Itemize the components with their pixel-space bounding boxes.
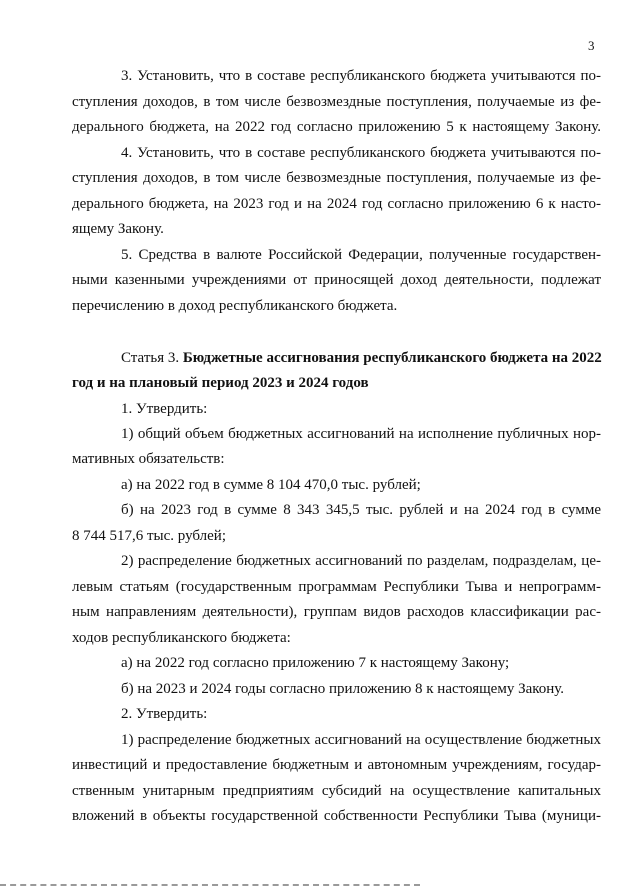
text-line: ственным унитарным предприятиям субсидий на осуществление капитальных xyxy=(72,783,601,799)
text-line: ходов республиканского бюджета: xyxy=(72,630,291,646)
text-line: ступления доходов, в том числе безвозмездные поступления, получаемые из фе- xyxy=(72,94,601,110)
scan-edge-divider xyxy=(0,884,420,886)
text-line: ступления доходов, в том числе безвозмездные поступления, получаемые из фе- xyxy=(72,170,601,186)
text-line: 5. Средства в валюте Российской Федерации, полученные государствен- xyxy=(121,247,601,263)
text-line: дерального бюджета, на 2022 год согласно приложению 5 к настоящему Закону. xyxy=(72,119,601,135)
text-line: левым статьям (государственным программам Республики Тыва и непрограмм- xyxy=(72,579,601,595)
text-line: 1) распределение бюджетных ассигнований на осуществление бюджетных xyxy=(121,732,601,748)
text-line: ными казенными учреждениями от приносящей доход деятельности, подлежат xyxy=(72,272,601,288)
article-title: Бюджетные ассигнования республиканского бюджета на 2022 xyxy=(182,350,602,366)
text-line: б) на 2023 год в сумме 8 343 345,5 тыс. рублей и на 2024 год в сумме xyxy=(121,502,601,518)
article-label: Статья 3. xyxy=(121,350,183,366)
page-number: 3 xyxy=(588,38,595,53)
text-line: инвестиций и предоставление бюджетным и автономным учреждениям, государ- xyxy=(72,757,601,773)
text-line: б) на 2023 и 2024 годы согласно приложению 8 к настоящему Закону. xyxy=(121,681,565,697)
text-line: 2) распределение бюджетных ассигнований по разделам, подразделам, це- xyxy=(121,553,601,569)
text-line: 8 744 517,6 тыс. рублей; xyxy=(72,528,226,544)
article-title-continued: год и на плановый период 2023 и 2024 годов xyxy=(72,375,369,391)
text-line: ным направлениям деятельности), группам видов расходов классификации рас- xyxy=(72,604,601,620)
text-line: мативных обязательств: xyxy=(72,451,225,467)
text-line: перечислению в доход республиканского бюджета. xyxy=(72,298,398,314)
text-line: а) на 2022 год согласно приложению 7 к настоящему Закону; xyxy=(121,655,510,671)
text-line: а) на 2022 год в сумме 8 104 470,0 тыс. рублей; xyxy=(121,477,421,493)
text-line: 1) общий объем бюджетных ассигнований на исполнение публичных нор- xyxy=(121,426,601,442)
text-line: дерального бюджета, на 2023 год и на 2024 год согласно приложению 6 к насто- xyxy=(72,196,601,212)
text-line: 2. Утвердить: xyxy=(121,706,208,722)
text-line: 4. Установить, что в составе республиканского бюджета учитываются по- xyxy=(121,145,601,161)
article-heading xyxy=(121,348,601,368)
text-line: вложений в объекты государственной собственности Республики Тыва (муници- xyxy=(72,808,601,824)
text-line: ящему Закону. xyxy=(72,221,164,237)
text-line: 3. Установить, что в составе республиканского бюджета учитываются по- xyxy=(121,68,601,84)
text-line: 1. Утвердить: xyxy=(121,401,208,417)
